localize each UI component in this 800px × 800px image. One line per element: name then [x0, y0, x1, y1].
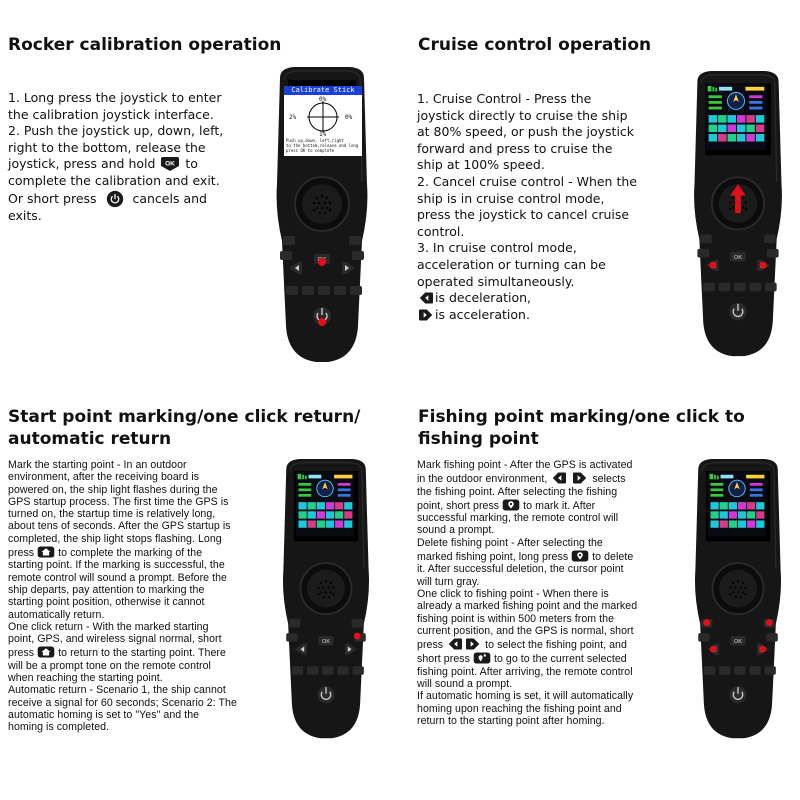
section-body: 1. Cruise Control - Press the joystick directly to cruise the ship at 80% speed, or push the joystick forward and press to cruise the ship at 100% speed. 2. Cancel cruise control - When the ship is in cruise control mode, press the joystick to cancel cruise control. 3. In cruise control mode, acceleration or turning can be operated simultaneously. is deceleration, is acceleration.: [417, 91, 637, 322]
left-arrow-icon: [417, 291, 435, 305]
remote-control-image: [688, 70, 788, 360]
power-icon: [105, 190, 125, 208]
remote-control-image: [278, 458, 374, 742]
section-body: Mark the starting point - In an outdoor environment, after the receiving board is powered on, the ship light flashes during the GPS startup process. The first time the GPS is turned on, the startup time is relatively long, about tens of seconds. After the GPS startup is completed, the ship light stops flashing. Long press to complete the marking of the starting point. If the marking is successful, the remote control will sound a prompt. Before the ship departs, pay attention to marking the starting point position, otherwise it cannot automatically return. One click return - With the marked starting point, GPS, and wireless signal normal, short press to return to the starting point. There will be a prompt tone on the remote control when reaching the starting point. Automatic return - Scenario 1, the ship cannot receive a signal for 60 seconds; Scenario 2: The automatic homing is set to "Yes" and the homing is completed.: [8, 459, 237, 734]
section-fishing-point: [400, 400, 800, 800]
section-title: Start point marking/one click return/ automatic return: [8, 407, 361, 449]
left-arrow-icon: [446, 637, 464, 651]
location-pin-icon: [571, 549, 589, 563]
location-star-icon: [473, 651, 491, 665]
section-start-point: [0, 400, 400, 800]
section-body: Mark fishing point - After the GPS is activated in the outdoor environment, selects the fishing point. After selecting the fishing point, short press to mark it. After successful marking, the remote control will sound a prompt. Delete fishing point - After selecting the marked fishing point, long press to delete it. After successful deletion, the cursor point will turn gray. One click to fishing point - When there is already a marked fishing point and the marked fishing point is within 500 meters from the current position, and the GPS is normal, short press to select the fishing point, and short press to go to the current selected fishing point. After arriving, the remote control will sound a prompt. If automatic homing is set, it will automatically homing upon reaching the fishing point and return to the starting point after homing.: [417, 459, 638, 727]
right-arrow-icon: [571, 471, 589, 485]
home-icon: [37, 545, 55, 559]
highlight-markers: [270, 66, 374, 366]
location-pin-icon: [502, 498, 520, 512]
remote-control-image: [690, 458, 786, 742]
left-arrow-icon: [550, 471, 568, 485]
section-cruise-control: [400, 0, 800, 400]
section-title: Rocker calibration operation: [8, 35, 282, 55]
screen-header: Calibrate Stick: [284, 86, 362, 95]
highlight-markers: [688, 70, 788, 360]
ok-icon: [159, 156, 181, 172]
section-rocker-calibration: [0, 0, 400, 400]
section-title: Fishing point marking/one click to fishing point: [418, 407, 745, 449]
right-arrow-icon: [417, 308, 435, 322]
highlight-markers: [690, 458, 786, 742]
section-title: Cruise control operation: [418, 35, 652, 55]
right-arrow-icon: [464, 637, 482, 651]
highlight-markers: [278, 458, 374, 742]
remote-control-image: [270, 66, 374, 366]
screen-help: Push up,down, left,right to the bottom,release and long press OK to complete: [286, 138, 359, 153]
home-icon: [37, 645, 55, 659]
section-body: 1. Long press the joystick to enter the calibration joystick interface. 2. Push the joystick up, down, left, right to the bottom, release the joystick, press and hold to complete the calibration and exit. Or short press cancels and exits.: [8, 90, 224, 223]
calibrate-screen: Calibrate Stick 0% 2% 0% 1% Push up,down, left,right to the bottom,release and long press OK to complete: [284, 86, 362, 156]
